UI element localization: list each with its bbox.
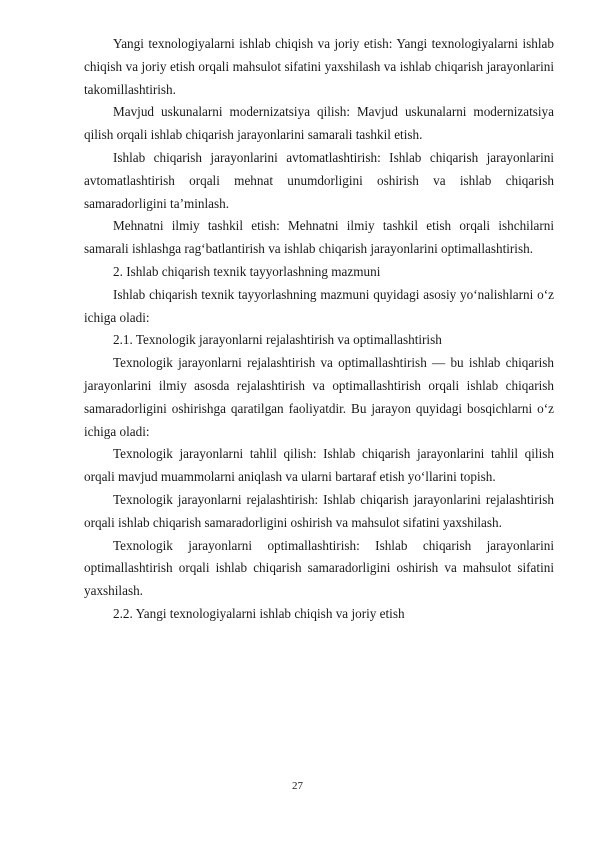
section-heading-2-2: 2.2. Yangi texnologiyalarni ishlab chiqish va joriy etish: [113, 605, 405, 621]
section-heading-2-1: 2.1. Texnologik jarayonlarni rejalashtirish va optimallashtirish: [113, 332, 442, 348]
paragraph-planning-definition: Texnologik jarayonlarni rejalashtirish va optimallashtirish — bu ishlab chiqarish jarayonlarini ilmiy asosda rejalashtirish va optimallashtirish orqali ishlab chiqarish samaradorligini oshirishga qaratilgan faoliyatdir. Bu jarayon quyidagi bosqichlarni o‘z ichiga oladi:: [84, 355, 554, 439]
paragraph-analysis: Texnologik jarayonlarni tahlil qilish: Ishlab chiqarish jarayonlarini tahlil qilish orqali mavjud muammolarni aniqlash va ularni bartaraf etish yo‘llarini topish.: [84, 446, 554, 485]
paragraph-automation: Ishlab chiqarish jarayonlarini avtomatlashtirish: Ishlab chiqarish jarayonlarini avtomatlashtirish orqali mehnat unumdorligini oshirish va ishlab chiqarish samaradorligini ta’minlash.: [84, 149, 554, 211]
section-heading-2: 2. Ishlab chiqarish texnik tayyorlashning mazmuni: [113, 263, 381, 279]
paragraph-modernization: Mavjud uskunalarni modernizatsiya qilish: Mavjud uskunalarni modernizatsiya qilish orqali ishlab chiqarish jarayonlarini samarali tashkil etish.: [84, 104, 554, 143]
paragraph-optimization: Texnologik jarayonlarni optimallashtirish: Ishlab chiqarish jarayonlarini optimallashtirish orqali ishlab chiqarish samaradorligini oshirish va mahsulot sifatini yaxshilash.: [84, 537, 554, 599]
paragraph-planning: Texnologik jarayonlarni rejalashtirish: Ishlab chiqarish jarayonlarini rejalashtirish orqali ishlab chiqarish samaradorligini oshirish va mahsulot sifatini yaxshilash.: [84, 491, 554, 530]
paragraph-new-technologies: Yangi texnologiyalarni ishlab chiqish va joriy etish: Yangi texnologiyalarni ishlab chiqish va joriy etish orqali mahsulot sifatini yaxshilash va ishlab chiqarish jarayonlarini takomillashtirish.: [84, 36, 554, 97]
paragraph-directions-intro: Ishlab chiqarish texnik tayyorlashning mazmuni quyidagi asosiy yo‘nalishlarni o‘z ichiga oladi:: [84, 286, 554, 325]
page-body: [84, 33, 554, 626]
page-number: 27: [292, 780, 303, 792]
paragraph-scientific-labor: Mehnatni ilmiy tashkil etish: Mehnatni ilmiy tashkil etish orqali ishchilarni samarali ishlashga rag‘batlantirish va ishlab chiqarish jarayonlarini optimallashtirish.: [84, 218, 554, 257]
